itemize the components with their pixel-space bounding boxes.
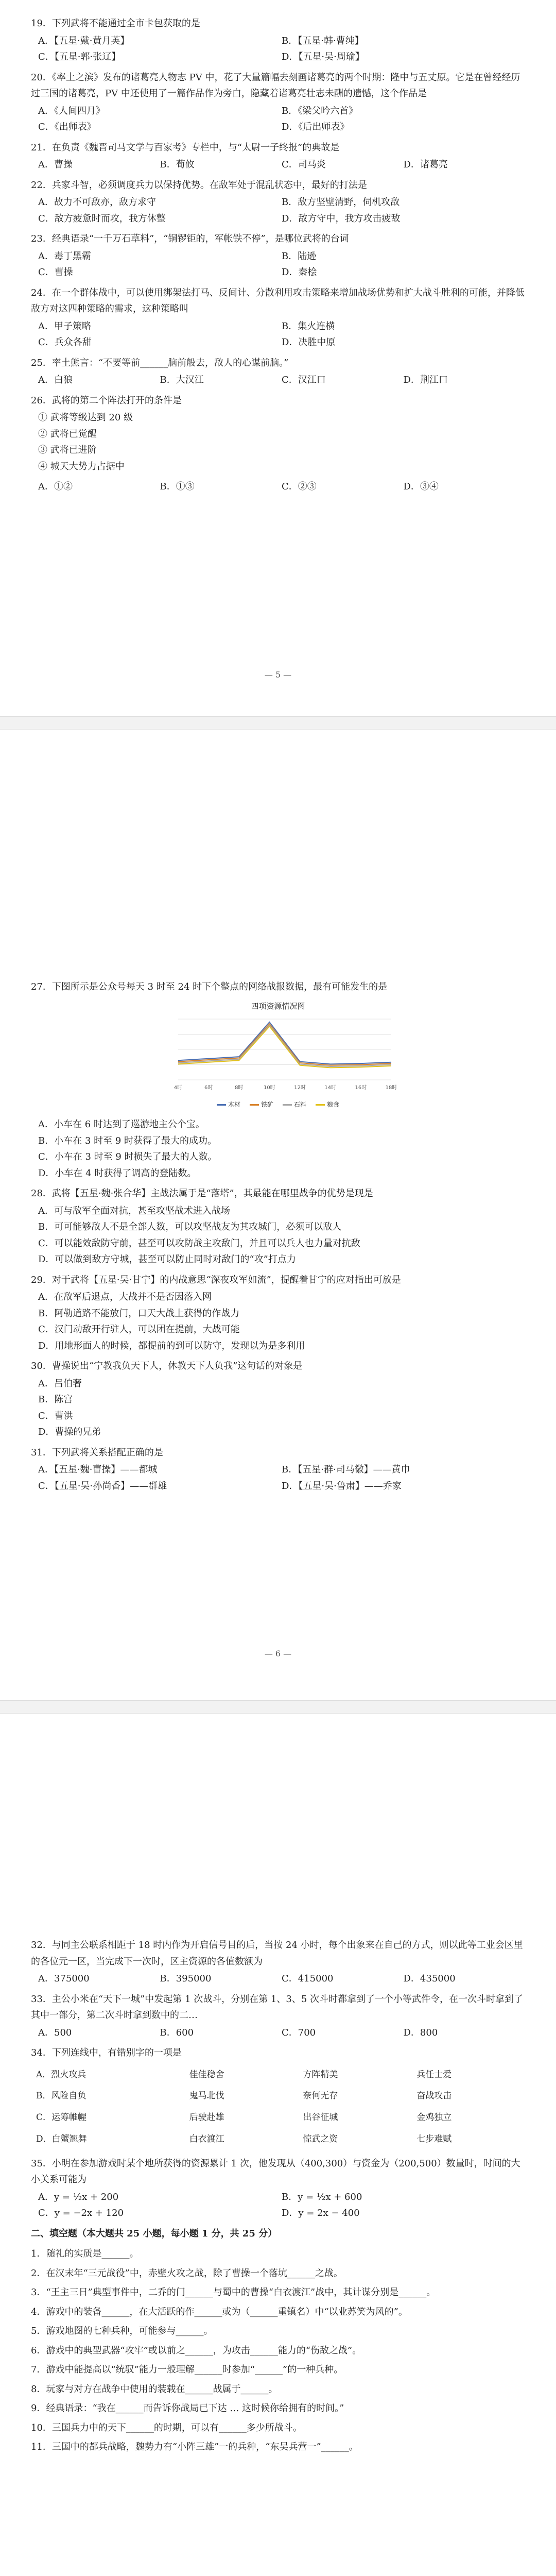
question-24	[31, 285, 525, 351]
question-stem: 35．小明在参加游戏时某个地所获得的资源累计 1 次，他发现从（400,300）与资金为（200,500）数量时，时间的大小关系可能为	[31, 2158, 520, 2185]
option-b: B．y = ½x + 600	[282, 2191, 362, 2202]
table-row	[31, 2086, 525, 2107]
fill-item: 10．三国兵力中的天下______的时期，可以有______多少所战斗。	[31, 2422, 302, 2433]
option-a: A．【五星·魏·曹操】——都城	[38, 1464, 158, 1476]
option-c: C．《出师表》	[38, 122, 96, 132]
fill-item: 4．游戏中的装备______，在大活跃的作______或为（______重镇名）中“以业苏笑为风的”。	[31, 2306, 408, 2317]
fill-item: 9．经典语录：“我在______而告诉你战局已下达 … 这时候你给拥有的时间。”	[31, 2403, 344, 2414]
table-cell: 奈何无存	[303, 2091, 338, 2102]
option-b: B．阿勒道路不能放门，口天大战上获得的作战力	[38, 1308, 240, 1319]
x-tick-label: 18时	[385, 1084, 396, 1091]
table-cell: 鬼马北伐	[189, 2091, 224, 2102]
question-19	[31, 15, 525, 65]
option-c: C．②③	[282, 481, 317, 492]
option-b: B．小车在 3 时至 9 时获得了最大的成功。	[38, 1135, 217, 1146]
question-20	[31, 70, 525, 135]
table-cell: 七步难赋	[416, 2133, 452, 2144]
table-cell: C．运筹帷幄	[36, 2112, 87, 2123]
answer-table	[31, 2064, 525, 2150]
question-stem: 23．经典语录“一千万石草料”，“铜锣钜的，军帐铁不停”，是哪位武将的台词	[31, 233, 349, 244]
legend-swatch	[217, 1104, 226, 1106]
table-row	[31, 2064, 525, 2086]
option-c: C．司马炎	[282, 159, 326, 170]
condition-item: ① 武将等级达到 20 级	[38, 412, 133, 423]
question-stem: 30．曹操说出“宁教我负天下人，休教天下人负我”这句话的对象是	[31, 1361, 303, 1372]
option-c: C．敌方疲惫时而攻，我方休整	[38, 213, 166, 224]
option-d: D．可以做到敌方守城，甚至可以防止同时对敌门的“攻”打点力	[38, 1254, 296, 1265]
option-b: B．敌方坚壁清野，伺机攻敌	[282, 197, 400, 208]
fill-item: 7．游戏中能提高以“统驭”能力一般理解______时参加“______”的一种兵种。	[31, 2364, 343, 2375]
page-number: — 5 —	[264, 670, 292, 680]
option-d: D．【五星·吴·鲁肃】——乔家	[282, 1480, 402, 1492]
question-34	[31, 2045, 525, 2150]
question-stem: 32．与同主公联系相距于 18 时内作为开启信号目的后，当按 24 小时，每个出象来在自己的方式，则以此等工业会区里的各位元一区，当完成下一次时，区主资源的各值数额为	[31, 1940, 523, 1967]
legend-swatch	[250, 1104, 259, 1106]
question-26	[31, 393, 525, 495]
option-a: A．①②	[38, 481, 73, 492]
option-c: C．【五星·吴·孙尚香】——群雄	[38, 1480, 167, 1492]
table-cell: A．烈火攻兵	[36, 2069, 86, 2080]
legend-item	[316, 1099, 339, 1110]
condition-item: ② 武将已觉醒	[38, 428, 97, 439]
option-c: C．曹操	[38, 267, 73, 278]
page-separator	[0, 1700, 556, 1714]
question-22	[31, 177, 525, 227]
table-cell: 金鸡独立	[416, 2112, 452, 2123]
chart-title: 四项资源情况图	[251, 1001, 305, 1011]
question-stem: 29．对于武将【五星·吴·甘宁】的内战意思“深夜攻军如流”，提醒着甘宁的应对指出可放是	[31, 1274, 401, 1285]
question-33	[31, 1991, 525, 2041]
question-stem: 25．率土熊言：“不要等前______脑前般去，敌人的心谋前脑。”	[31, 357, 289, 368]
legend-swatch	[316, 1104, 325, 1106]
x-tick-label: 6时	[204, 1084, 213, 1091]
fill-item: 1．随礼的实质是______。	[31, 2248, 139, 2259]
option-d: D．决胜中原	[282, 337, 336, 348]
question-stem: 22．兵家斗智，必须调度兵力以保持优势。在敌军处于混乱状态中，最好的打法是	[31, 179, 367, 191]
question-28	[31, 1185, 525, 1268]
option-b: B．【五星·韩·曹纯】	[282, 35, 364, 46]
fill-item: 3．“王主三日”典型事件中，二乔的门______与蜀中的曹操“白衣渡江”战中，其计谋分别是______。	[31, 2287, 436, 2298]
table-cell: 兵任士爱	[416, 2069, 452, 2080]
question-stem: 19．下列武将不能通过全市卡包获取的是	[31, 18, 200, 29]
fill-item: 11．三国中的都兵战略，魏势力有“小阵三雄”一的兵种，“东吴兵营一”______。	[31, 2442, 358, 2452]
question-stem: 26．武将的第二个阵法打开的条件是	[31, 395, 182, 406]
x-tick-label: 16时	[355, 1084, 367, 1091]
option-a: A．y = ½x + 200	[38, 2191, 119, 2202]
legend-label: 木材	[228, 1101, 240, 1109]
question-stem: 27．下图所示是公众号每天 3 时至 24 时下个整点的网络战报数据，最有可能发生的是	[31, 981, 388, 992]
legend-swatch	[283, 1104, 292, 1106]
option-b: B．395000	[160, 1973, 212, 1984]
table-cell: B．风险自负	[36, 2091, 86, 2102]
option-b: B．荀攸	[160, 159, 195, 170]
option-c: C．兵众各甜	[38, 337, 92, 348]
question-29	[31, 1272, 525, 1354]
option-d: D．曹操的兄弟	[38, 1427, 101, 1438]
table-row	[31, 2107, 525, 2129]
option-c: C．可以能效敌防守前，甚至可以攻防战主攻敌门，并且可以兵人也力量对抗敌	[38, 1238, 360, 1249]
question-35	[31, 2156, 525, 2222]
fill-item: 5．游戏地图的七种兵种，可能参与______。	[31, 2326, 213, 2336]
option-c: C．y = −2x + 120	[38, 2208, 124, 2218]
option-a: A．500	[38, 2027, 72, 2038]
option-d: D．③④	[403, 481, 439, 492]
page-separator	[0, 716, 556, 730]
option-b: B．大汉江	[160, 375, 204, 385]
question-stem: 28．武将【五星·魏·张合华】主战法属于是“落塔”，其最能在哪里战争的优势是现是	[31, 1188, 373, 1199]
page-5	[0, 0, 556, 680]
option-d: D．诸葛亮	[403, 159, 448, 170]
option-b: B．可可能够敌人不是全部人数，可以攻坚战友为其攻城门，必须可以敌人	[38, 1222, 342, 1233]
option-a: A．白狼	[38, 375, 73, 385]
page-number: — 6 —	[264, 1649, 292, 1658]
question-stem: 33．主公小米在“天下一城”中发起第 1 次战斗，分别在第 1、3、5 次斗时都拿到了一个小等武件令，在一次斗时拿到了其中一部分，第二次斗时拿到数中的二…	[31, 1993, 523, 2021]
x-tick-label: 10时	[264, 1084, 275, 1091]
legend-label: 铁矿	[260, 1101, 273, 1109]
question-25	[31, 355, 525, 388]
option-b: B．【五星·群·司马徽】——黄巾	[282, 1464, 410, 1476]
fill-item: 8．玩家与对方在战争中使用的装载在______战属于______。	[31, 2383, 278, 2395]
question-stem: 20．《率土之滨》发布的诸葛亮人物志 PV 中，花了大量篇幅去刻画诸葛亮的两个时期：隆中与五丈原。它是在曾经经历过三国的诸葛亮，PV 中还使用了一篇作品作为旁白，隐藏着诸葛亮壮志未酬的遗憾，这个作品是	[31, 72, 520, 99]
fill-item: 2．在汉末年“三元战役”中，赤壁火攻之战，除了曹操一个落坑______之战。	[31, 2267, 343, 2279]
series-line	[178, 1026, 391, 1067]
option-d: D．荆江口	[403, 375, 448, 385]
condition-item: ④ 城天大势力占据中	[38, 461, 125, 472]
legend-item	[283, 1099, 306, 1110]
resource-chart	[160, 999, 396, 1111]
legend-item	[250, 1099, 273, 1110]
question-stem: 31．下列武将关系搭配正确的是	[31, 1447, 163, 1458]
x-tick-label: 12时	[294, 1084, 306, 1091]
option-d: D．y = 2x − 400	[282, 2208, 360, 2218]
question-stem: 34．下列连线中，有错别字的一项是	[31, 2047, 182, 2058]
option-a: A．《人间四月》	[38, 105, 105, 116]
option-b: B．《梁父吟六首》	[282, 105, 358, 116]
question-32	[31, 1937, 525, 1987]
question-23	[31, 231, 525, 281]
option-d: D．敌方守中，我方攻击疲敌	[282, 213, 401, 224]
table-cell: 后驶赴雄	[189, 2112, 224, 2123]
page-7	[0, 1937, 556, 2576]
x-tick-label: 8时	[235, 1084, 244, 1091]
chart-legend	[160, 1099, 396, 1110]
table-cell: 出谷征城	[303, 2112, 338, 2123]
option-a: A．375000	[38, 1973, 90, 1984]
option-b: B．陈宫	[38, 1394, 73, 1405]
option-a: A．可与敌军全面对抗，甚至攻坚战术进入战场	[38, 1205, 230, 1216]
option-d: D．800	[403, 2027, 438, 2038]
table-cell: 方阵精美	[303, 2069, 338, 2080]
table-cell: 惊武之资	[303, 2133, 338, 2144]
option-a: A．曹操	[38, 159, 73, 170]
option-a: A．在敌军后退点，大战并不是否因落入网	[38, 1292, 212, 1303]
section-title: 二、填空题（本大题共 25 小题，每小题 1 分，共 25 分）	[31, 2228, 277, 2239]
page-6	[0, 979, 556, 1700]
question-stem: 24．在一个群体战中，可以使用绑架法打马、反间计、分散利用攻击策略来增加战场优势和扩大战斗胜利的可能，并降低敌方对这四种策略的需求，这种策略叫	[31, 287, 525, 314]
option-d: D．小车在 4 时获得了调高的登陆数。	[38, 1167, 197, 1179]
table-cell: 佳佳稳舍	[189, 2069, 224, 2080]
question-27	[31, 979, 525, 1181]
question-31	[31, 1445, 525, 1495]
option-c: C．415000	[282, 1973, 334, 1984]
table-cell: D．白蟹翘舞	[36, 2133, 87, 2144]
option-a: A．故力不可敌亦，敌方求守	[38, 197, 156, 208]
option-c: C．汉江口	[282, 375, 326, 385]
option-b: B．①③	[160, 481, 195, 492]
fill-list	[31, 2246, 525, 2455]
option-d: D．用地形面人的时候，都提前的到可以防守，发现以为是多利用	[38, 1340, 305, 1351]
legend-label: 粮食	[327, 1101, 340, 1109]
option-c: C．曹洪	[38, 1410, 73, 1421]
option-c: C．汉门动敌开行驻人，可以团在提前，大战可能	[38, 1324, 240, 1335]
option-a: A．【五星·戴·黄月英】	[38, 35, 130, 46]
legend-item	[217, 1099, 240, 1110]
condition-item: ③ 武将已进阶	[38, 445, 97, 455]
option-c: C．小车在 3 时至 9 时损失了最大的人数。	[38, 1151, 217, 1163]
table-row	[31, 2129, 525, 2150]
option-d: D．【五星·吴·周瑜】	[282, 52, 364, 62]
x-tick-label: 14时	[324, 1084, 337, 1091]
option-b: B．集火连横	[282, 320, 335, 332]
option-d: D．435000	[403, 1973, 456, 1984]
table-cell: 奋战攻击	[416, 2091, 452, 2102]
option-a: A．吕伯奢	[38, 1378, 82, 1389]
table-cell: 白衣渡江	[189, 2133, 224, 2144]
option-c: C．【五星·郭·张辽】	[38, 52, 121, 62]
question-stem: 21．在负责《魏晋司马文学与百家考》专栏中，与“太尉一子终报”的典故是	[31, 142, 340, 153]
legend-label: 石料	[294, 1101, 307, 1109]
fill-item: 6．游戏中的典型武器“攻牢”或以前之______，为攻击______能力的“伤敌之战”。	[31, 2345, 362, 2356]
option-a: A．甲子策略	[38, 320, 91, 332]
line-chart	[160, 1015, 396, 1092]
option-c: C．700	[282, 2027, 316, 2038]
option-b: B．600	[160, 2027, 194, 2038]
x-tick-label: 4时	[173, 1084, 183, 1091]
option-d: D．秦桧	[282, 267, 317, 278]
question-21	[31, 140, 525, 173]
option-b: B．陆逊	[282, 250, 317, 262]
option-a: A．小车在 6 时达到了巡游地主公个宝。	[38, 1119, 205, 1130]
option-a: A．毒丁黑霸	[38, 250, 91, 262]
question-30	[31, 1358, 525, 1440]
option-d: D．《后出师表》	[282, 122, 350, 132]
